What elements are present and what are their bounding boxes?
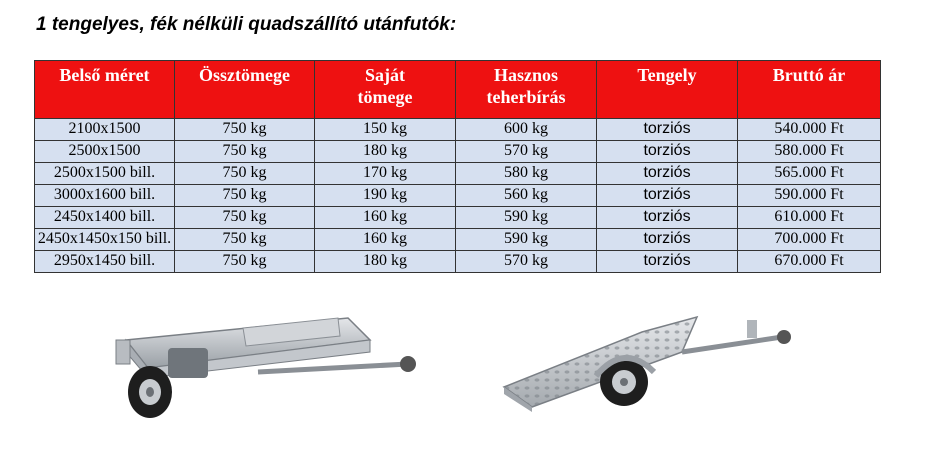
header-cell: Bruttó ár [738,61,881,119]
table-cell: torziós [597,185,738,207]
table-cell: torziós [597,229,738,251]
table-cell: torziós [597,163,738,185]
table-cell: 750 kg [175,185,315,207]
table-cell: 750 kg [175,119,315,141]
table-cell: 750 kg [175,251,315,273]
table-cell: 750 kg [175,229,315,251]
table-cell: 560 kg [456,185,597,207]
table-cell: 2100x1500 [35,119,175,141]
header-cell: Belső méret [35,61,175,119]
table-row [35,163,881,185]
price-table [34,60,881,273]
table-cell: 150 kg [315,119,456,141]
table-cell: torziós [597,251,738,273]
table-cell: 570 kg [456,141,597,163]
trailer-tilted-photo [108,310,428,425]
table-cell: 750 kg [175,207,315,229]
table-cell: 750 kg [175,163,315,185]
table-row [35,141,881,163]
header-cell: Össztömege [175,61,315,119]
table-cell: torziós [597,119,738,141]
table-row [35,119,881,141]
table-cell: 580.000 Ft [738,141,881,163]
table-row [35,185,881,207]
trailer-flatbed-icon [492,312,802,417]
table-cell: 580 kg [456,163,597,185]
table-row [35,229,881,251]
table-header-row [35,61,881,119]
table-cell: 3000x1600 bill. [35,185,175,207]
table-cell: 170 kg [315,163,456,185]
table-cell: 590 kg [456,207,597,229]
trailer-flatbed-photo [492,312,802,417]
page-heading: 1 tengelyes, fék nélküli quadszállító utánfutók: [36,14,457,35]
header-cell: Hasznos teherbírás [456,61,597,119]
table-cell: 2450x1450x150 bill. [35,229,175,251]
table-cell: 670.000 Ft [738,251,881,273]
table-cell: 540.000 Ft [738,119,881,141]
table-cell: 570 kg [456,251,597,273]
table-cell: 160 kg [315,207,456,229]
table-cell: 590.000 Ft [738,185,881,207]
table-cell: torziós [597,207,738,229]
table-cell: 2450x1400 bill. [35,207,175,229]
table-cell: 2950x1450 bill. [35,251,175,273]
table-cell: 750 kg [175,141,315,163]
table-row [35,207,881,229]
table-cell: 160 kg [315,229,456,251]
table-row [35,251,881,273]
header-cell: Saját tömege [315,61,456,119]
header-cell: Tengely [597,61,738,119]
table-cell: 190 kg [315,185,456,207]
table-cell: 180 kg [315,141,456,163]
table-cell: 700.000 Ft [738,229,881,251]
table-cell: 610.000 Ft [738,207,881,229]
table-cell: 590 kg [456,229,597,251]
table-cell: 565.000 Ft [738,163,881,185]
trailer-tilted-icon [108,310,428,425]
table-cell: 2500x1500 [35,141,175,163]
table-cell: torziós [597,141,738,163]
table-cell: 600 kg [456,119,597,141]
table-cell: 180 kg [315,251,456,273]
table-cell: 2500x1500 bill. [35,163,175,185]
